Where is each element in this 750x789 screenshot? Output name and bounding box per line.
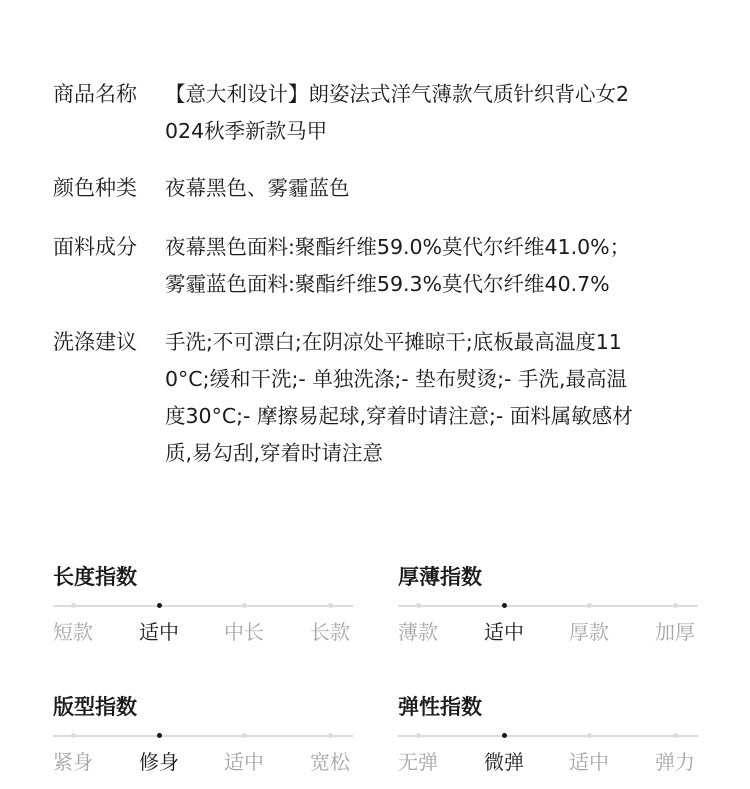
scale-dot (157, 733, 162, 738)
product-info (53, 76, 713, 472)
wash-row (53, 324, 713, 472)
scale-dot (242, 733, 247, 738)
index-option: 微弹 (484, 750, 524, 774)
wash-label: 洗涤建议 (53, 330, 137, 354)
scale-dot (673, 733, 678, 738)
index-option: 薄款 (398, 620, 438, 644)
scale-dot (587, 603, 592, 608)
fit-index-title: 版型指数 (53, 695, 137, 719)
index-option: 中长 (224, 620, 264, 644)
product-name-line: 【意大利设计】朗姿法式洋气薄款气质针织背心女2 (165, 82, 630, 106)
length-index-options (53, 617, 353, 647)
wash-line: 度30°C;- 摩擦易起球,穿着时请注意;- 面料属敏感材 (165, 404, 633, 428)
product-name-line: 024秋季新款马甲 (165, 119, 328, 143)
elasticity-index-title: 弹性指数 (398, 695, 482, 719)
color-value: 夜幕黑色、雾霾蓝色 (165, 176, 350, 200)
fit-index (53, 690, 353, 777)
scale-dot (502, 603, 507, 608)
index-option: 无弹 (398, 750, 438, 774)
scale-dot (587, 733, 592, 738)
index-option: 适中 (484, 620, 524, 644)
product-name-row (53, 76, 713, 150)
scale-dot (673, 603, 678, 608)
scale-dot (157, 603, 162, 608)
fabric-row (53, 229, 713, 303)
scale-dot (71, 603, 76, 608)
scale-dot (71, 733, 76, 738)
fabric-line: 雾霾蓝色面料:聚酯纤维59.3%莫代尔纤维40.7% (165, 272, 610, 296)
index-option: 适中 (224, 750, 264, 774)
index-option: 厚款 (569, 620, 609, 644)
index-option: 长款 (310, 620, 350, 644)
fit-index-options (53, 747, 353, 777)
scale-dot (416, 733, 421, 738)
scale-dot (242, 603, 247, 608)
scale-dot (416, 603, 421, 608)
thickness-index (398, 560, 698, 647)
index-option: 适中 (139, 620, 179, 644)
fabric-value (165, 229, 713, 303)
length-index (53, 560, 353, 647)
length-index-scale (53, 605, 353, 607)
product-name-label: 商品名称 (53, 82, 137, 106)
thickness-index-scale (398, 605, 698, 607)
thickness-index-title: 厚薄指数 (398, 565, 482, 589)
fit-index-scale (53, 735, 353, 737)
fabric-line: 夜幕黑色面料:聚酯纤维59.0%莫代尔纤维41.0%； (165, 235, 631, 259)
wash-line: 0°C;缓和干洗;- 单独洗涤;- 垫布熨烫;- 手洗,最高温 (165, 367, 627, 391)
index-option: 加厚 (655, 620, 695, 644)
scale-dot (328, 603, 333, 608)
index-option: 修身 (139, 750, 179, 774)
scale-dot (502, 733, 507, 738)
index-option: 适中 (569, 750, 609, 774)
index-option: 宽松 (310, 750, 350, 774)
index-option: 弹力 (655, 750, 695, 774)
fabric-label: 面料成分 (53, 235, 137, 259)
thickness-index-options (398, 617, 698, 647)
color-label: 颜色种类 (53, 176, 137, 200)
product-name-value (165, 76, 713, 150)
wash-value (165, 324, 713, 472)
wash-line: 手洗;不可漂白;在阴凉处平摊晾干;底板最高温度11 (165, 330, 622, 354)
elasticity-index-scale (398, 735, 698, 737)
wash-line: 质,易勾刮,穿着时请注意 (165, 441, 384, 465)
index-option: 短款 (53, 620, 93, 644)
color-row (53, 170, 713, 207)
index-option: 紧身 (53, 750, 93, 774)
elasticity-index-options (398, 747, 698, 777)
elasticity-index (398, 690, 698, 777)
scale-dot (328, 733, 333, 738)
length-index-title: 长度指数 (53, 565, 137, 589)
